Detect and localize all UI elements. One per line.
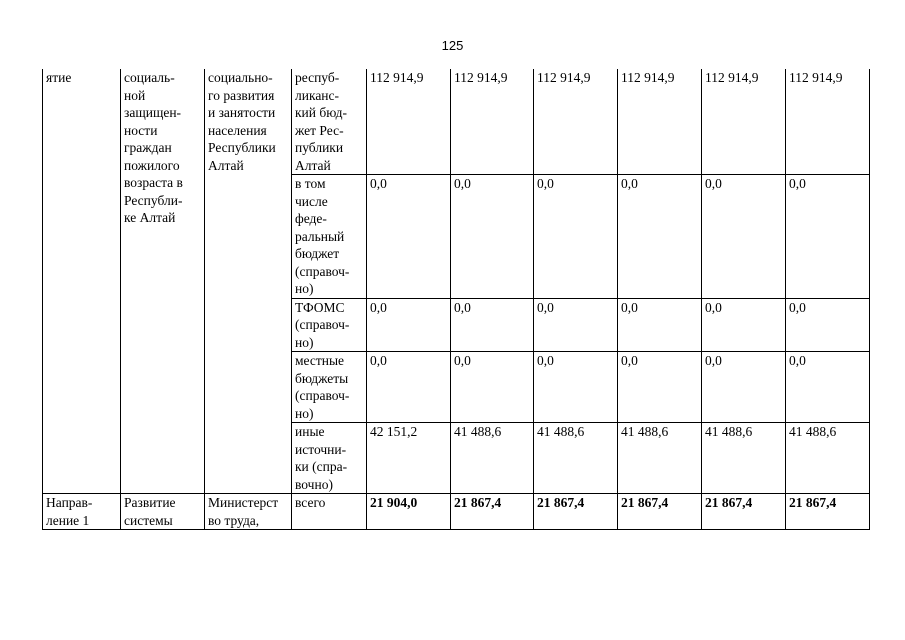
- cell-value: 42 151,2: [367, 423, 451, 494]
- cell-executor: [205, 69, 292, 494]
- cell-value: 0,0: [367, 352, 451, 423]
- cell-direction-name: [121, 494, 205, 530]
- budget-table: [42, 69, 870, 530]
- cell-value: 112 914,9: [618, 69, 702, 175]
- cell-direction: [43, 494, 121, 530]
- direction-text: Направ- ление 1: [46, 495, 93, 528]
- cell-value: 0,0: [702, 298, 786, 352]
- cell-source-total: всего: [292, 494, 367, 530]
- activity-text: ятие: [46, 70, 72, 85]
- source-text: иные источни- ки (спра- вочно): [295, 424, 348, 492]
- cell-value: 0,0: [618, 298, 702, 352]
- cell-value: 41 488,6: [786, 423, 870, 494]
- cell-value: 41 488,6: [451, 423, 534, 494]
- direction-name-text: Развитие системы: [124, 495, 176, 528]
- cell-program: [121, 69, 205, 494]
- cell-total-value: 21 867,4: [451, 494, 534, 530]
- cell-value: 0,0: [702, 175, 786, 299]
- source-text: респуб- ликанс- кий бюд- жет Рес- публики Алтай: [295, 70, 348, 173]
- source-text: ТФОМС (справоч- но): [295, 299, 350, 350]
- cell-value: 0,0: [451, 175, 534, 299]
- cell-value: 112 914,9: [786, 69, 870, 175]
- cell-value: 0,0: [618, 175, 702, 299]
- cell-total-value: 21 904,0: [367, 494, 451, 530]
- direction-executor-text: Министерст во труда,: [208, 495, 279, 528]
- cell-total-value: 21 867,4: [702, 494, 786, 530]
- cell-source: [292, 175, 367, 299]
- cell-total-value: 21 867,4: [618, 494, 702, 530]
- cell-value: 112 914,9: [367, 69, 451, 175]
- cell-value: 0,0: [534, 175, 618, 299]
- cell-value: 0,0: [367, 298, 451, 352]
- table-row: [43, 69, 870, 175]
- cell-value: 0,0: [534, 352, 618, 423]
- cell-value: 112 914,9: [702, 69, 786, 175]
- executor-text: социально- го развития и занятости населения Республики Алтай: [208, 70, 276, 173]
- cell-direction-executor: [205, 494, 292, 530]
- cell-value: 0,0: [534, 298, 618, 352]
- cell-total-value: 21 867,4: [534, 494, 618, 530]
- cell-source: [292, 298, 367, 352]
- cell-value: 0,0: [618, 352, 702, 423]
- cell-total-value: 21 867,4: [786, 494, 870, 530]
- cell-value: 0,0: [451, 352, 534, 423]
- cell-value: 41 488,6: [618, 423, 702, 494]
- cell-value: 112 914,9: [534, 69, 618, 175]
- cell-value: 0,0: [786, 298, 870, 352]
- table-row-direction: [43, 494, 870, 530]
- cell-value: 0,0: [367, 175, 451, 299]
- cell-source: [292, 69, 367, 175]
- source-text: местные бюджеты (справоч- но): [295, 353, 350, 421]
- program-text: социаль- ной защищен- ности граждан пожилого возраста в Республи- ке Алтай: [124, 70, 183, 225]
- page-number: 125: [441, 38, 464, 53]
- source-text: в том числе феде- ральный бюджет (справоч- но): [295, 176, 350, 296]
- cell-value: 0,0: [702, 352, 786, 423]
- cell-activity: [43, 69, 121, 494]
- cell-value: 0,0: [451, 298, 534, 352]
- cell-value: 41 488,6: [702, 423, 786, 494]
- cell-source: [292, 423, 367, 494]
- cell-source: [292, 352, 367, 423]
- cell-value: 112 914,9: [451, 69, 534, 175]
- cell-value: 41 488,6: [534, 423, 618, 494]
- cell-value: 0,0: [786, 175, 870, 299]
- cell-value: 0,0: [786, 352, 870, 423]
